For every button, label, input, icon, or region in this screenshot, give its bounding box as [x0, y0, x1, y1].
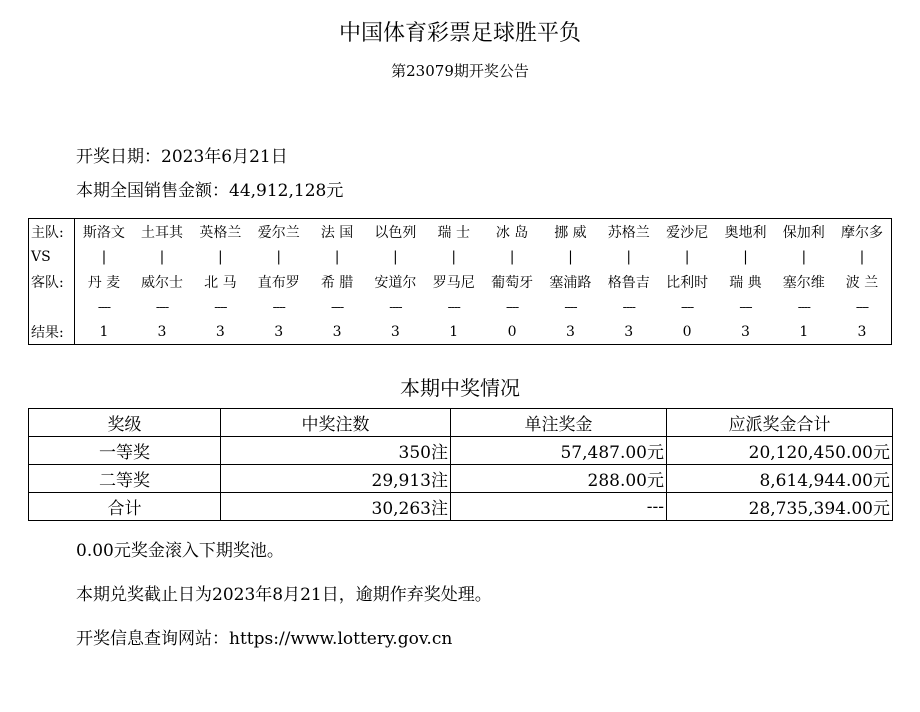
vs-mark: |: [101, 248, 107, 265]
separator: ----: [739, 299, 752, 314]
away-team: 直布罗: [257, 274, 300, 291]
away-team: 葡萄牙: [491, 274, 534, 291]
result-row-label: 结果:: [29, 319, 75, 345]
vs-mark: |: [743, 248, 748, 265]
home-team: 瑞 士: [437, 224, 470, 241]
home-team: 英格兰: [199, 224, 242, 241]
away-team: 丹 麦: [87, 274, 121, 291]
separator: ----: [447, 299, 460, 314]
away-team: 格鲁吉: [607, 274, 650, 291]
home-team: 挪 威: [554, 224, 587, 241]
winner-count: 30,263注: [221, 493, 451, 521]
match-result: 1: [799, 323, 809, 340]
away-team: 波 兰: [845, 274, 879, 291]
match-result: 3: [215, 323, 225, 340]
away-team: 塞浦路: [549, 274, 592, 291]
home-team: 奥地利: [724, 224, 767, 241]
match-result: 3: [390, 323, 400, 340]
away-team: 希 腊: [320, 274, 354, 291]
vs-mark: |: [276, 248, 282, 265]
match-table: [28, 218, 892, 345]
home-team: 苏格兰: [607, 224, 650, 241]
away-team: 威尔士: [141, 274, 184, 291]
separator: ----: [155, 299, 169, 314]
prize-table: [28, 408, 893, 521]
match-result: 0: [507, 323, 517, 340]
prize-level: 二等奖: [29, 465, 221, 493]
separator: ----: [272, 299, 285, 314]
match-result: 1: [449, 323, 459, 340]
vs-mark: |: [451, 248, 457, 265]
separator-row: [29, 294, 892, 319]
match-result: 0: [682, 323, 692, 340]
vs-row: [29, 244, 892, 269]
prize-row-total: [29, 493, 893, 521]
separator: ----: [97, 299, 111, 314]
separator: ----: [214, 299, 227, 314]
separator: ----: [389, 299, 402, 314]
prize-header-row: [29, 409, 893, 437]
winner-count: 350注: [221, 437, 451, 465]
match-result: 3: [157, 323, 167, 340]
header-unit-prize: 单注奖金: [451, 409, 667, 437]
vs-mark: |: [859, 248, 865, 265]
home-team: 冰 岛: [495, 224, 529, 241]
draw-date: 开奖日期：2023年6月21日: [76, 147, 288, 167]
vs-mark: |: [159, 248, 165, 265]
home-team: 土耳其: [141, 224, 184, 241]
away-team: 塞尔维: [782, 274, 825, 291]
website-note: 开奖信息查询网站：https://www.lottery.gov.cn: [76, 629, 453, 649]
total-prize: 28,735,394.00元: [667, 493, 893, 521]
vs-mark: |: [568, 248, 573, 265]
vs-mark: |: [801, 248, 807, 265]
winner-count: 29,913注: [221, 465, 451, 493]
home-row-label: 主队:: [29, 219, 75, 245]
sales-amount: 本期全国销售金额：44,912,128元: [76, 181, 344, 201]
match-result: 3: [624, 323, 634, 340]
prize-row-first: [29, 437, 893, 465]
header-winner-count: 中奖注数: [221, 409, 451, 437]
unit-prize: 288.00元: [451, 465, 667, 493]
separator: ----: [622, 299, 635, 314]
prize-level: 一等奖: [29, 437, 221, 465]
match-result: 3: [857, 323, 867, 340]
away-team-row: [29, 269, 892, 294]
away-team: 瑞 典: [729, 274, 762, 291]
away-team: 比利时: [666, 274, 709, 291]
vs-mark: |: [626, 248, 632, 265]
match-result: 3: [740, 323, 750, 340]
unit-prize: 57,487.00元: [451, 437, 667, 465]
separator: ----: [797, 299, 810, 314]
vs-mark: |: [393, 248, 398, 265]
vs-mark: |: [684, 248, 690, 265]
result-row: [29, 319, 892, 345]
header-prize-level: 奖级: [29, 409, 221, 437]
vs-mark: |: [218, 248, 223, 265]
vs-mark: |: [509, 248, 515, 265]
total-prize: 8,614,944.00元: [667, 465, 893, 493]
separator: ----: [681, 299, 694, 314]
prize-section-title: 本期中奖情况: [400, 376, 520, 400]
separator-row-label: [29, 294, 75, 319]
home-team: 保加利: [782, 224, 825, 241]
home-team-row: [29, 219, 892, 245]
total-prize: 20,120,450.00元: [667, 437, 893, 465]
match-result: 3: [332, 323, 342, 340]
separator: ----: [505, 299, 519, 314]
vs-row-label: VS: [29, 244, 75, 269]
page-title: 中国体育彩票足球胜平负: [338, 21, 581, 46]
home-team: 法 国: [320, 224, 354, 241]
away-team: 北 马: [204, 274, 237, 291]
prize-row-second: [29, 465, 893, 493]
home-team: 爱尔兰: [257, 224, 300, 241]
separator: ----: [564, 299, 577, 314]
away-row-label: 客队:: [29, 269, 75, 294]
home-team: 以色列: [374, 224, 417, 241]
separator: ----: [330, 299, 344, 314]
home-team: 爱沙尼: [666, 224, 709, 241]
match-result: 3: [565, 323, 575, 340]
match-result: 3: [274, 323, 284, 340]
home-team: 斯洛文: [82, 224, 125, 241]
away-team: 安道尔: [374, 274, 417, 291]
issue-subtitle: 第23079期开奖公告: [391, 62, 529, 80]
home-team: 摩尔多: [840, 224, 883, 241]
prize-level: 合计: [29, 493, 221, 521]
unit-prize: ---: [451, 493, 667, 521]
rollover-note: 0.00元奖金滚入下期奖池。: [76, 541, 284, 561]
match-result: 1: [99, 323, 109, 340]
separator: ----: [855, 299, 869, 314]
deadline-note: 本期兑奖截止日为2023年8月21日，逾期作弃奖处理。: [76, 585, 492, 605]
header-total-prize: 应派奖金合计: [667, 409, 893, 437]
vs-mark: |: [334, 248, 340, 265]
away-team: 罗马尼: [432, 274, 475, 291]
